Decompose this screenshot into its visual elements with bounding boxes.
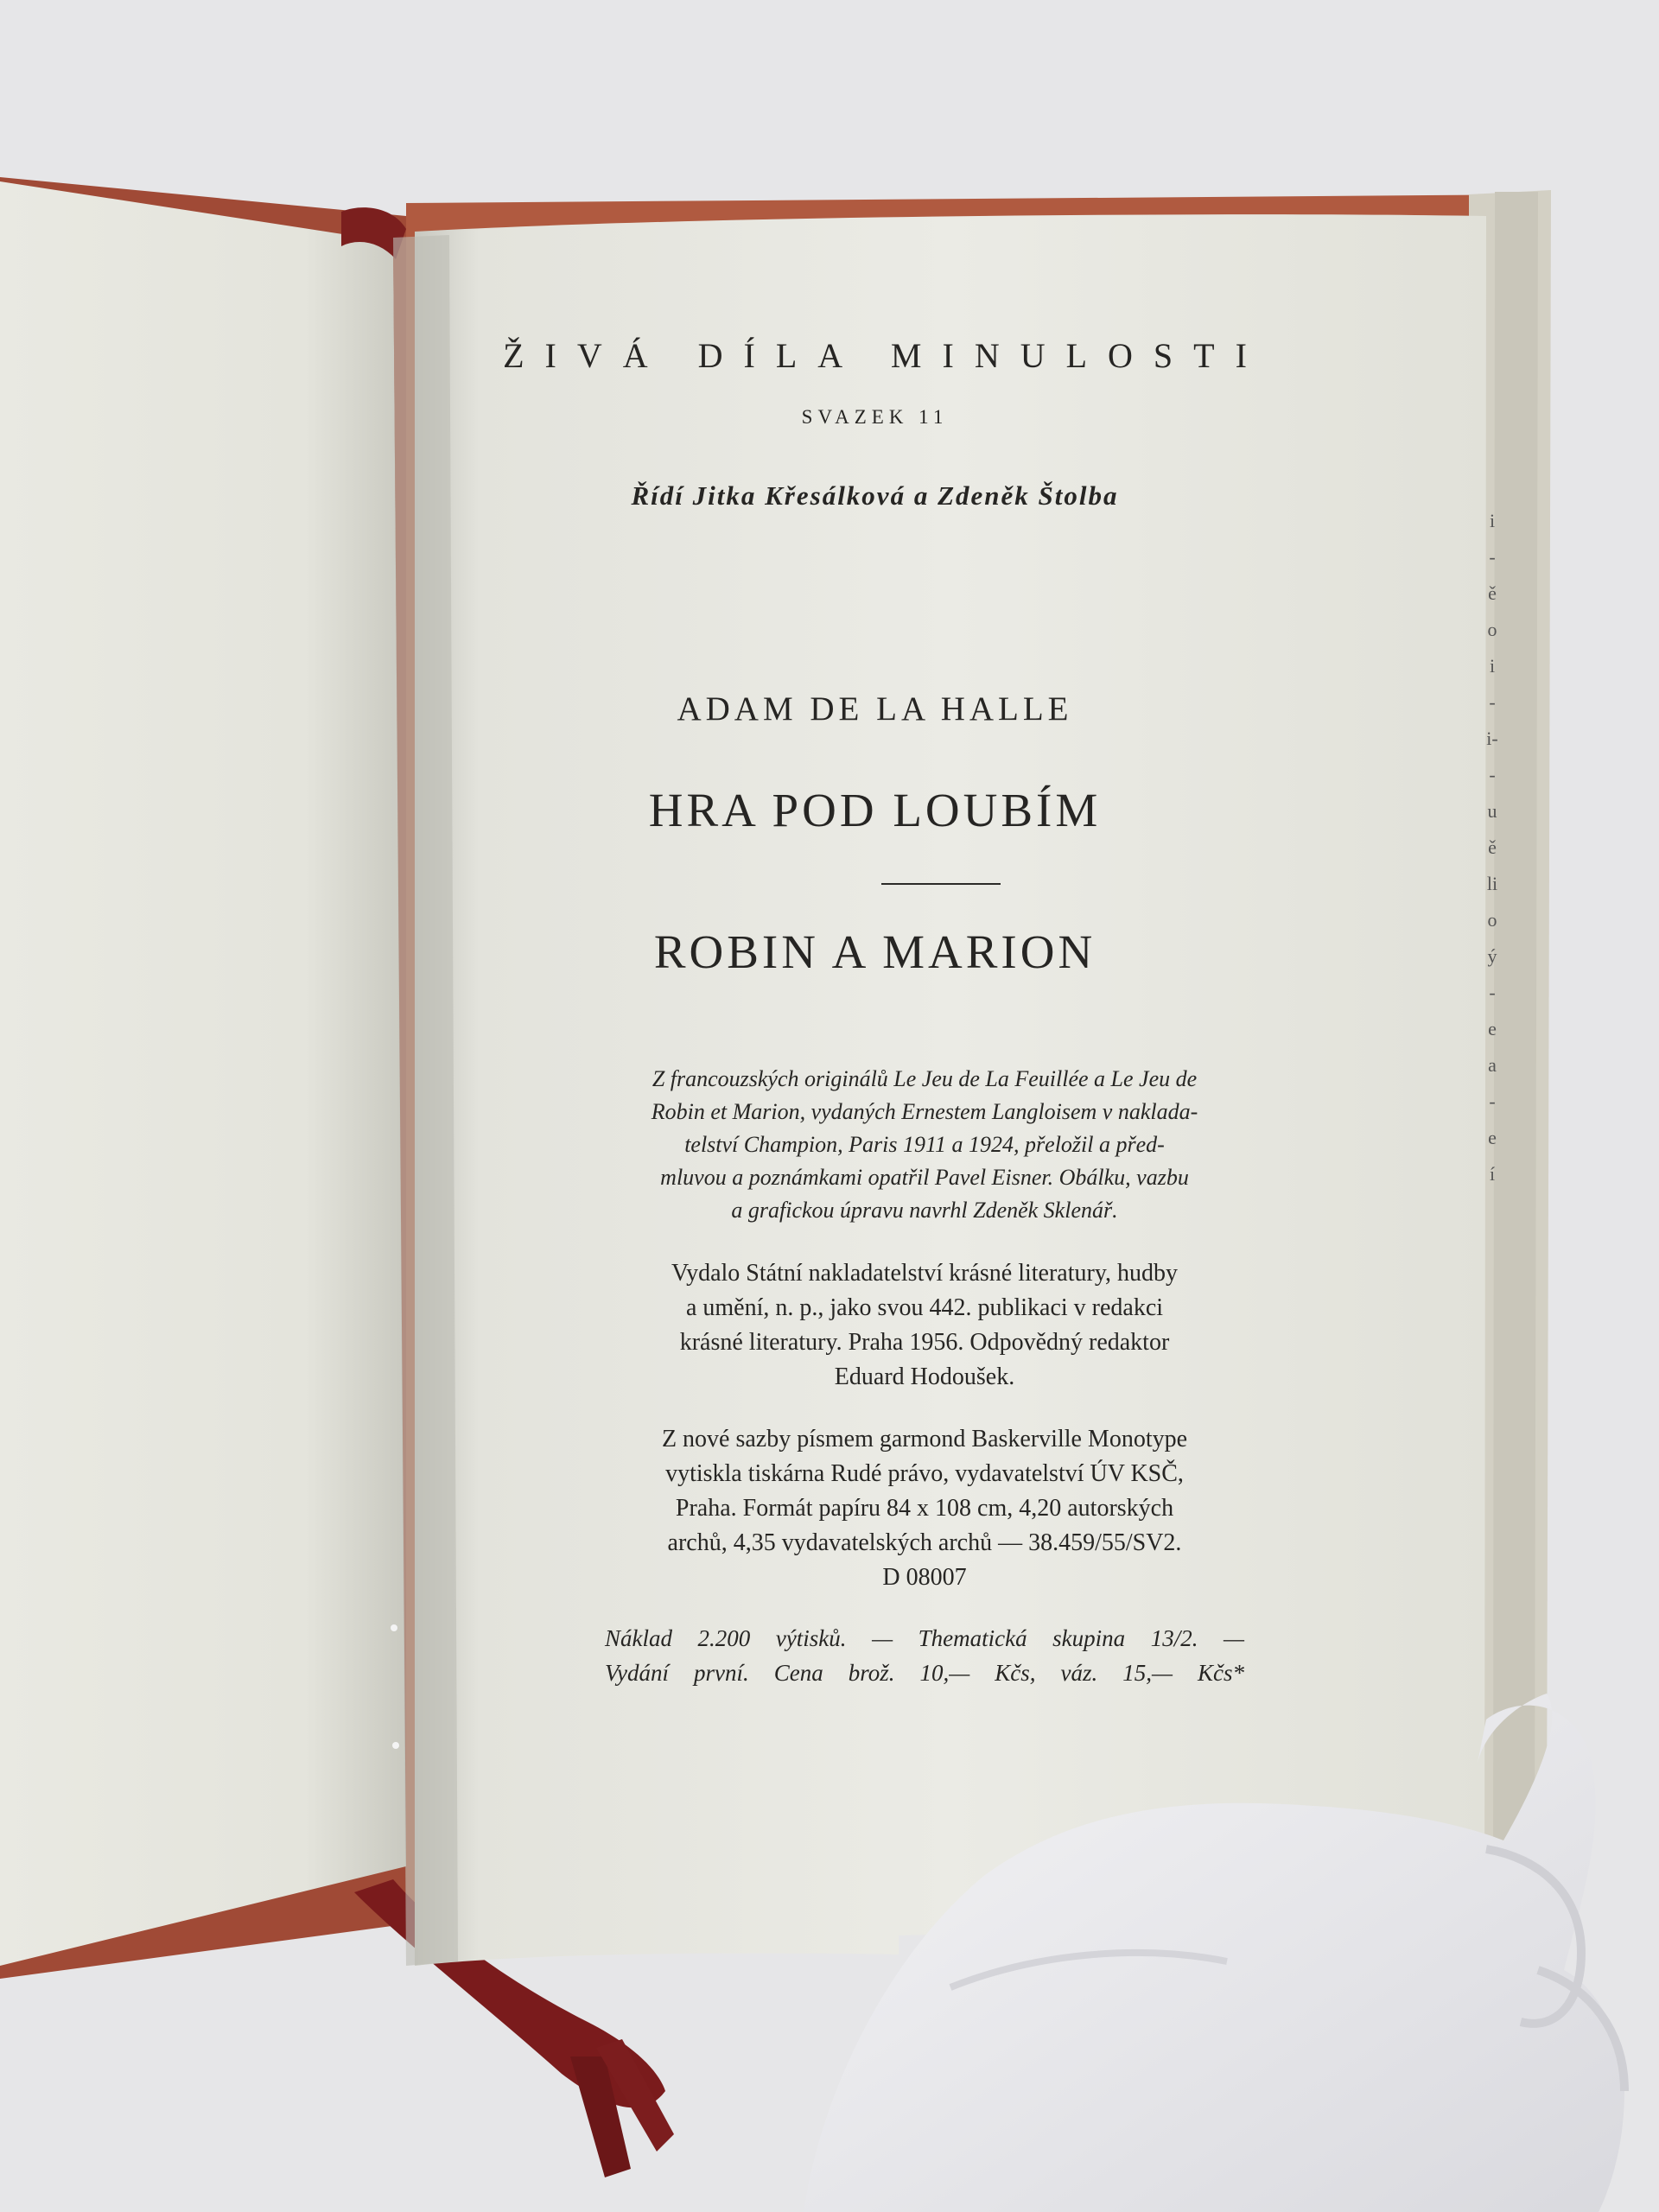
credits-line: Z francouzských originálů Le Jeu de La Feuillée a Le Jeu de [652, 1066, 1198, 1091]
next-page-margin-letters [1479, 510, 1505, 1199]
margin-letter: - [1489, 1090, 1496, 1112]
printing-line: vytiskla tiskárna Rudé právo, vydavatelství ÚV KSČ, [665, 1460, 1184, 1487]
margin-letter: a [1488, 1054, 1497, 1076]
margin-letter: í [1489, 1163, 1496, 1185]
publisher-line: krásné literatury. Praha 1956. Odpovědný redaktor [679, 1329, 1170, 1356]
margin-letter: o [1487, 909, 1497, 931]
margin-letter: u [1487, 800, 1497, 822]
edition-line: Náklad 2.200 výtisků. — Thematická skupina 13/2. — [605, 1625, 1244, 1651]
translation-credits [605, 1063, 1244, 1227]
margin-letter: - [1489, 691, 1496, 713]
volume-number: SVAZEK 11 [801, 406, 949, 428]
credits-line: Robin et Marion, vydaných Ernestem Langloisem v naklada- [651, 1099, 1198, 1124]
publisher-info [605, 1256, 1244, 1395]
margin-letter: - [1489, 546, 1496, 568]
work-title-2: ROBIN A MARION [653, 925, 1096, 978]
work-title-1: HRA POD LOUBÍM [648, 784, 1102, 836]
margin-letter: ě [1488, 836, 1497, 858]
margin-letter: ý [1487, 945, 1497, 967]
series-editors: Řídí Jitka Křesálková a Zdeněk Štolba [631, 480, 1119, 511]
author-name: ADAM DE LA HALLE [677, 690, 1073, 728]
printing-line: archů, 4,35 vydavatelských archů — 38.459/55/SV2. [667, 1529, 1182, 1556]
margin-letter: o [1487, 619, 1497, 640]
margin-letter: e [1488, 1018, 1497, 1039]
series-title: ŽIVÁ DÍLA MINULOSTI [503, 336, 1268, 375]
publisher-line: a umění, n. p., jako svou 442. publikaci v redakci [685, 1294, 1164, 1321]
edition-line: Vydání první. Cena brož. 10,— Kčs, váz. 15,— Kčs* [605, 1660, 1244, 1686]
margin-letter: i [1489, 655, 1496, 677]
title-divider [881, 883, 1001, 885]
printing-line: Z nové sazby písmem garmond Baskerville Monotype [661, 1426, 1188, 1452]
publisher-line: Eduard Hodoušek. [834, 1363, 1015, 1390]
margin-letter: li [1486, 873, 1498, 894]
printing-line: D 08007 [882, 1564, 967, 1591]
margin-letter: i [1489, 510, 1496, 531]
margin-letter: - [1489, 982, 1496, 1003]
margin-letter: - [1489, 764, 1496, 785]
credits-line: mluvou a poznámkami opatřil Pavel Eisner. Obálku, vazbu [660, 1165, 1189, 1190]
credits-line: a grafickou úpravu navrhl Zdeněk Sklenář. [731, 1198, 1118, 1223]
credits-line: telství Champion, Paris 1911 a 1924, přeložil a před- [684, 1132, 1165, 1157]
printing-line: Praha. Formát papíru 84 x 108 cm, 4,20 autorských [675, 1495, 1174, 1522]
margin-letter: e [1488, 1127, 1497, 1148]
printing-info [605, 1422, 1244, 1595]
edition-info [605, 1621, 1244, 1690]
margin-letter: i- [1486, 728, 1498, 749]
margin-letter: ě [1488, 582, 1497, 604]
publisher-line: Vydalo Státní nakladatelství krásné literatury, hudby [671, 1260, 1179, 1287]
